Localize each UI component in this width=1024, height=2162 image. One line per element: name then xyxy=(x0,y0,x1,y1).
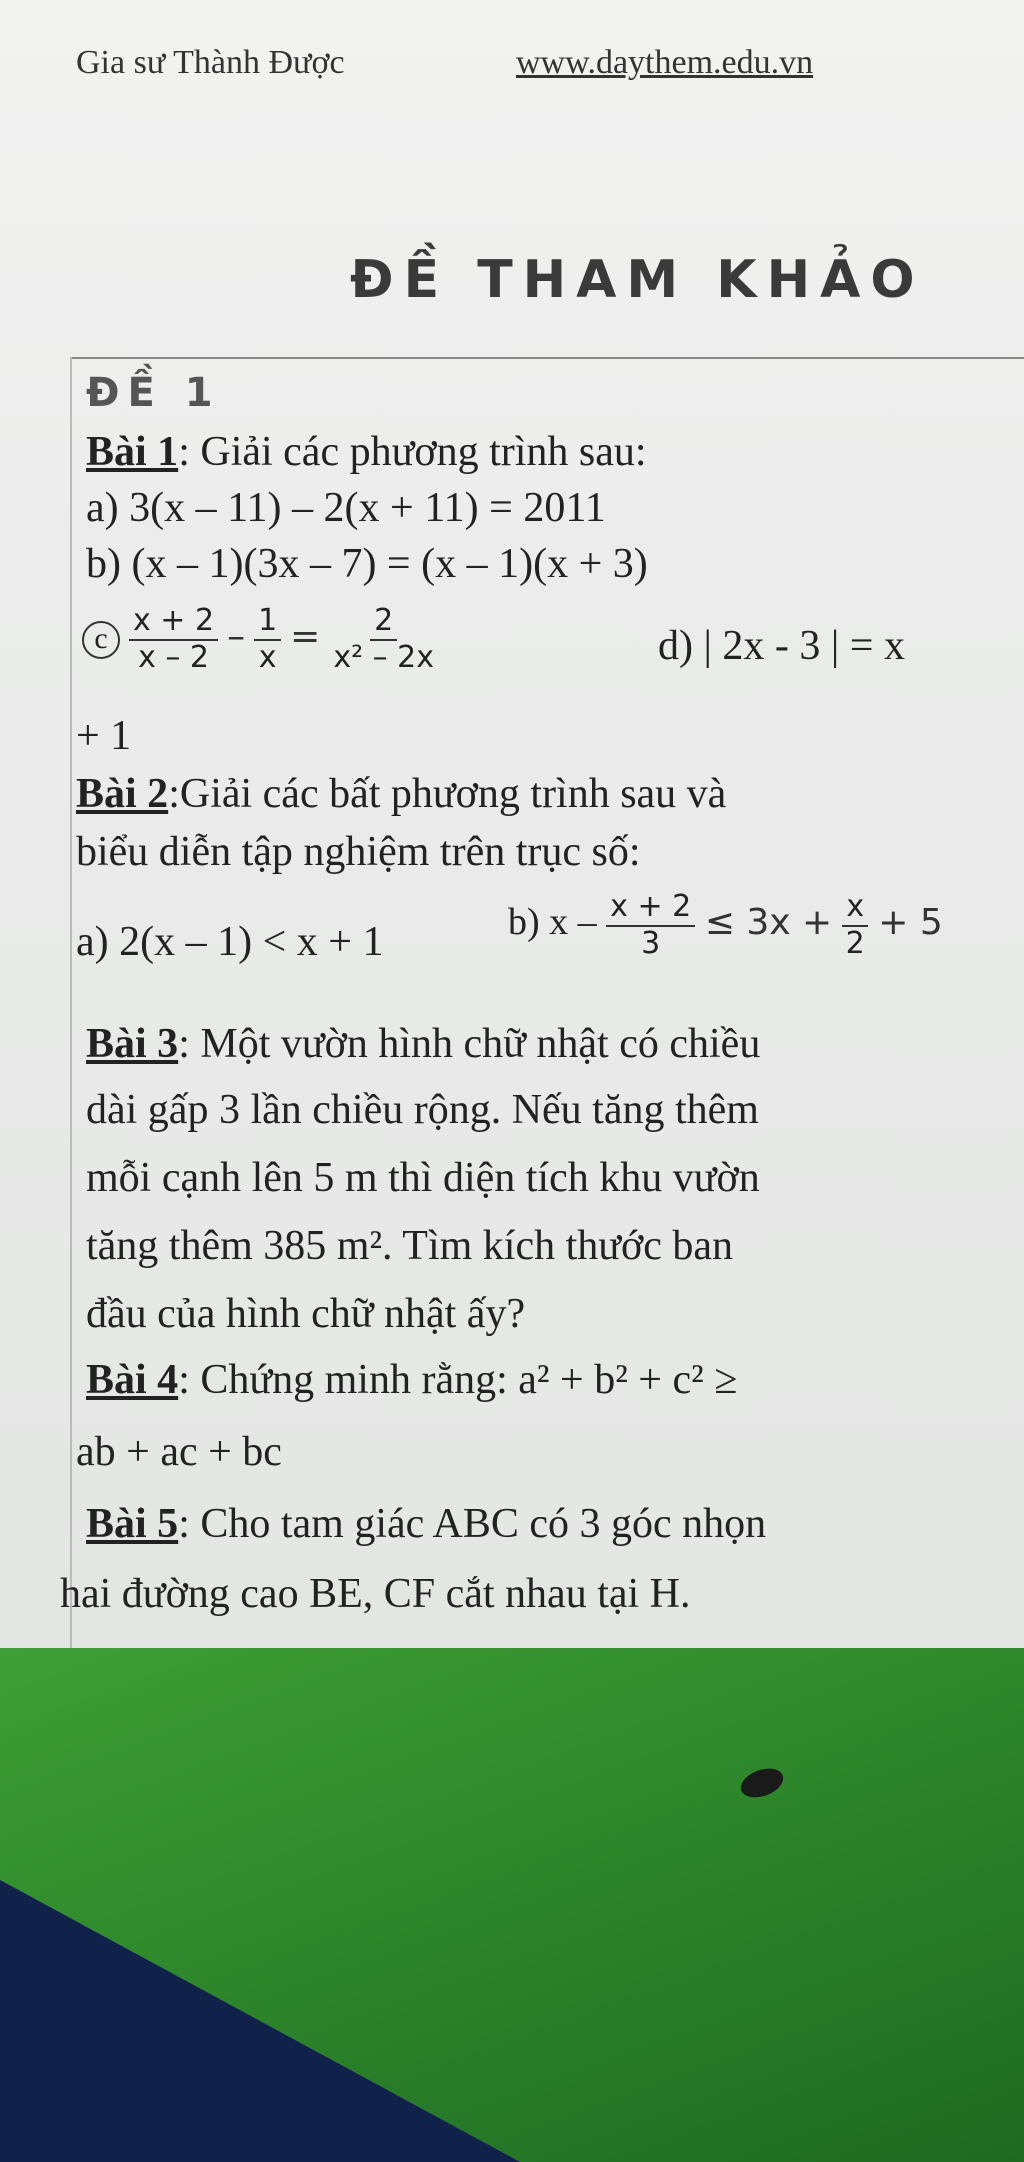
bai1-c-marker: c xyxy=(82,621,120,659)
page-title: ĐỀ THAM KHẢO xyxy=(350,250,925,310)
bai1-c-frac2: $\frac{1}{x}$ xyxy=(254,604,281,675)
bai3-line-5: đầu của hình chữ nhật ấy? xyxy=(86,1291,526,1337)
bai3-label: Bài 3 xyxy=(86,1021,179,1067)
bai2-a: a) 2(x – 1) < x + 1 xyxy=(76,919,384,965)
bai5-line-1: Bài 5: Cho tam giác ABC có 3 góc nhọn xyxy=(86,1501,767,1547)
bai1-c-frac3: $\frac{2}{\text{x² – 2x}}$ xyxy=(333,603,435,675)
bai5-label: Bài 5 xyxy=(86,1501,179,1547)
bai1-d-cont: + 1 xyxy=(76,713,132,759)
bai3-line-3: mỗi cạnh lên 5 m thì diện tích khu vườn xyxy=(86,1155,760,1201)
header-author: Gia sư Thành Được xyxy=(76,44,345,81)
bai2-b-frac2: $\frac{x}{2}$ xyxy=(842,890,869,961)
bai4-label: Bài 4 xyxy=(86,1357,179,1403)
box-left-border xyxy=(70,357,72,1648)
bai5-line-2: hai đường cao BE, CF cắt nhau tại H. xyxy=(60,1571,691,1617)
bai1-b: b) (x – 1)(3x – 7) = (x – 1)(x + 3) xyxy=(86,541,648,587)
bai3-line-1: Bài 3: Một vườn hình chữ nhật có chiều xyxy=(86,1021,761,1067)
bai1-d: d) | 2x - 3 | = x xyxy=(658,623,905,669)
bai2-b-frac1: $\frac{x + 2}{3}$ xyxy=(606,890,695,961)
bai1-text: : Giải các phương trình sau: xyxy=(178,429,647,475)
bai3-line-4: tăng thêm 385 m². Tìm kích thước ban xyxy=(86,1223,734,1269)
bai1-c: c $\frac{x + 2}{x - 2}$ – $\frac{1}{x}$ = $\frac{2}{\text{x² – 2x}}$ xyxy=(82,604,438,675)
bai4-line-2: ab + ac + bc xyxy=(76,1429,282,1475)
bai1-heading xyxy=(86,428,647,476)
bai4-line-1: Bài 4: Chứng minh rằng: a² + b² + c² ≥ xyxy=(86,1357,738,1403)
bai2-b: b) x – $\frac{x + 2}{3}$ ≤ 3x + $\frac{x}{2}$ + 5 xyxy=(508,889,943,961)
divider-line xyxy=(70,357,1024,359)
bai2-text-2: biểu diễn tập nghiệm trên trục số: xyxy=(76,829,641,875)
bai1-c-frac1: $\frac{x + 2}{x - 2}$ xyxy=(129,604,218,675)
bai2-label: Bài 2 xyxy=(76,771,169,817)
exam-label: ĐỀ 1 xyxy=(86,370,221,416)
header-website: www.daythem.edu.vn xyxy=(516,44,814,81)
bai1-label: Bài 1 xyxy=(86,429,179,475)
bai2-heading xyxy=(76,770,726,818)
bai3-line-2: dài gấp 3 lần chiều rộng. Nếu tăng thêm xyxy=(86,1087,759,1133)
bai1-a: a) 3(x – 11) – 2(x + 11) = 2011 xyxy=(86,485,606,531)
bai2-text-1: :Giải các bất phương trình sau và xyxy=(168,771,727,817)
